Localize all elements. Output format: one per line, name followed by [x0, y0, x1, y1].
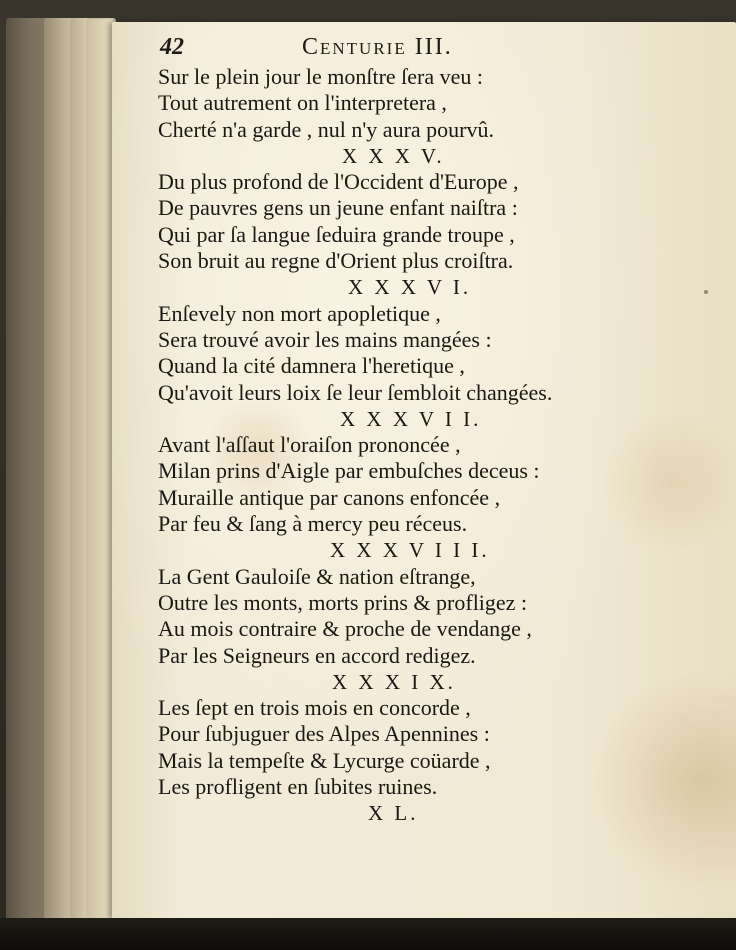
verse-line: Muraille antique par canons enfoncée ,	[158, 484, 501, 510]
verse-line: Mais la tempeſte & Lycurge coüarde ,	[158, 747, 491, 773]
quatrain-numeral: X X X I X.	[332, 669, 456, 694]
verse-line: Par les Seigneurs en accord redigez.	[158, 642, 476, 668]
page-number: 42	[160, 34, 184, 60]
verse-line: Pour ſubjuguer des Alpes Apennines :	[158, 721, 490, 747]
verse-line: Par feu & ſang à mercy peu réceus.	[158, 511, 468, 537]
verse-line: Enſevely non mort apopletique ,	[158, 300, 441, 326]
verse-line: Tout autrement on l'interpretera ,	[158, 90, 447, 116]
page-header	[160, 34, 580, 66]
quatrain-numeral: X X X V I.	[348, 275, 472, 300]
quatrain-numeral: X X X V.	[342, 143, 445, 168]
verse-line: Les profligent en ſubites ruines.	[158, 774, 438, 800]
verse-line: Milan prins d'Aigle par embuſches deceus :	[158, 458, 540, 484]
verse-line: Qu'avoit leurs loix ſe leur ſembloit changées.	[158, 379, 553, 405]
verse-line: Qui par ſa langue ſeduira grande troupe ,	[158, 221, 515, 247]
quatrain-numeral: X L.	[368, 801, 419, 826]
verse-line: Du plus profond de l'Occident d'Europe ,	[158, 169, 519, 195]
verse-line: Au mois contraire & proche de vendange ,	[158, 616, 532, 642]
book-page	[112, 22, 736, 920]
ink-speck	[704, 290, 708, 294]
book-bottom-shadow	[0, 918, 736, 950]
quatrain-text	[158, 64, 718, 827]
verse-line: Les ſept en trois mois en concorde ,	[158, 695, 471, 721]
running-head: Centurie III.	[302, 34, 453, 60]
quatrain-numeral: X X X V I I I.	[330, 538, 490, 563]
verse-line: Sera trouvé avoir les mains mangées :	[158, 326, 492, 352]
quatrain-numeral: X X X V I I.	[340, 406, 482, 431]
verse-line: Outre les monts, morts prins & profligez :	[158, 589, 528, 615]
verse-line: Cherté n'a garde , nul n'y aura pourvû.	[158, 116, 494, 142]
verse-line: Avant l'aſſaut l'oraiſon prononcée ,	[158, 432, 461, 458]
verse-line: La Gent Gauloiſe & nation eſtrange,	[158, 563, 476, 589]
verse-line: De pauvres gens un jeune enfant naiſtra :	[158, 195, 518, 221]
verse-line: Sur le plein jour le monſtre ſera veu :	[158, 64, 484, 89]
verse-line: Quand la cité damnera l'heretique ,	[158, 353, 465, 379]
verse-line: Son bruit au regne d'Orient plus croiſtra.	[158, 248, 514, 274]
